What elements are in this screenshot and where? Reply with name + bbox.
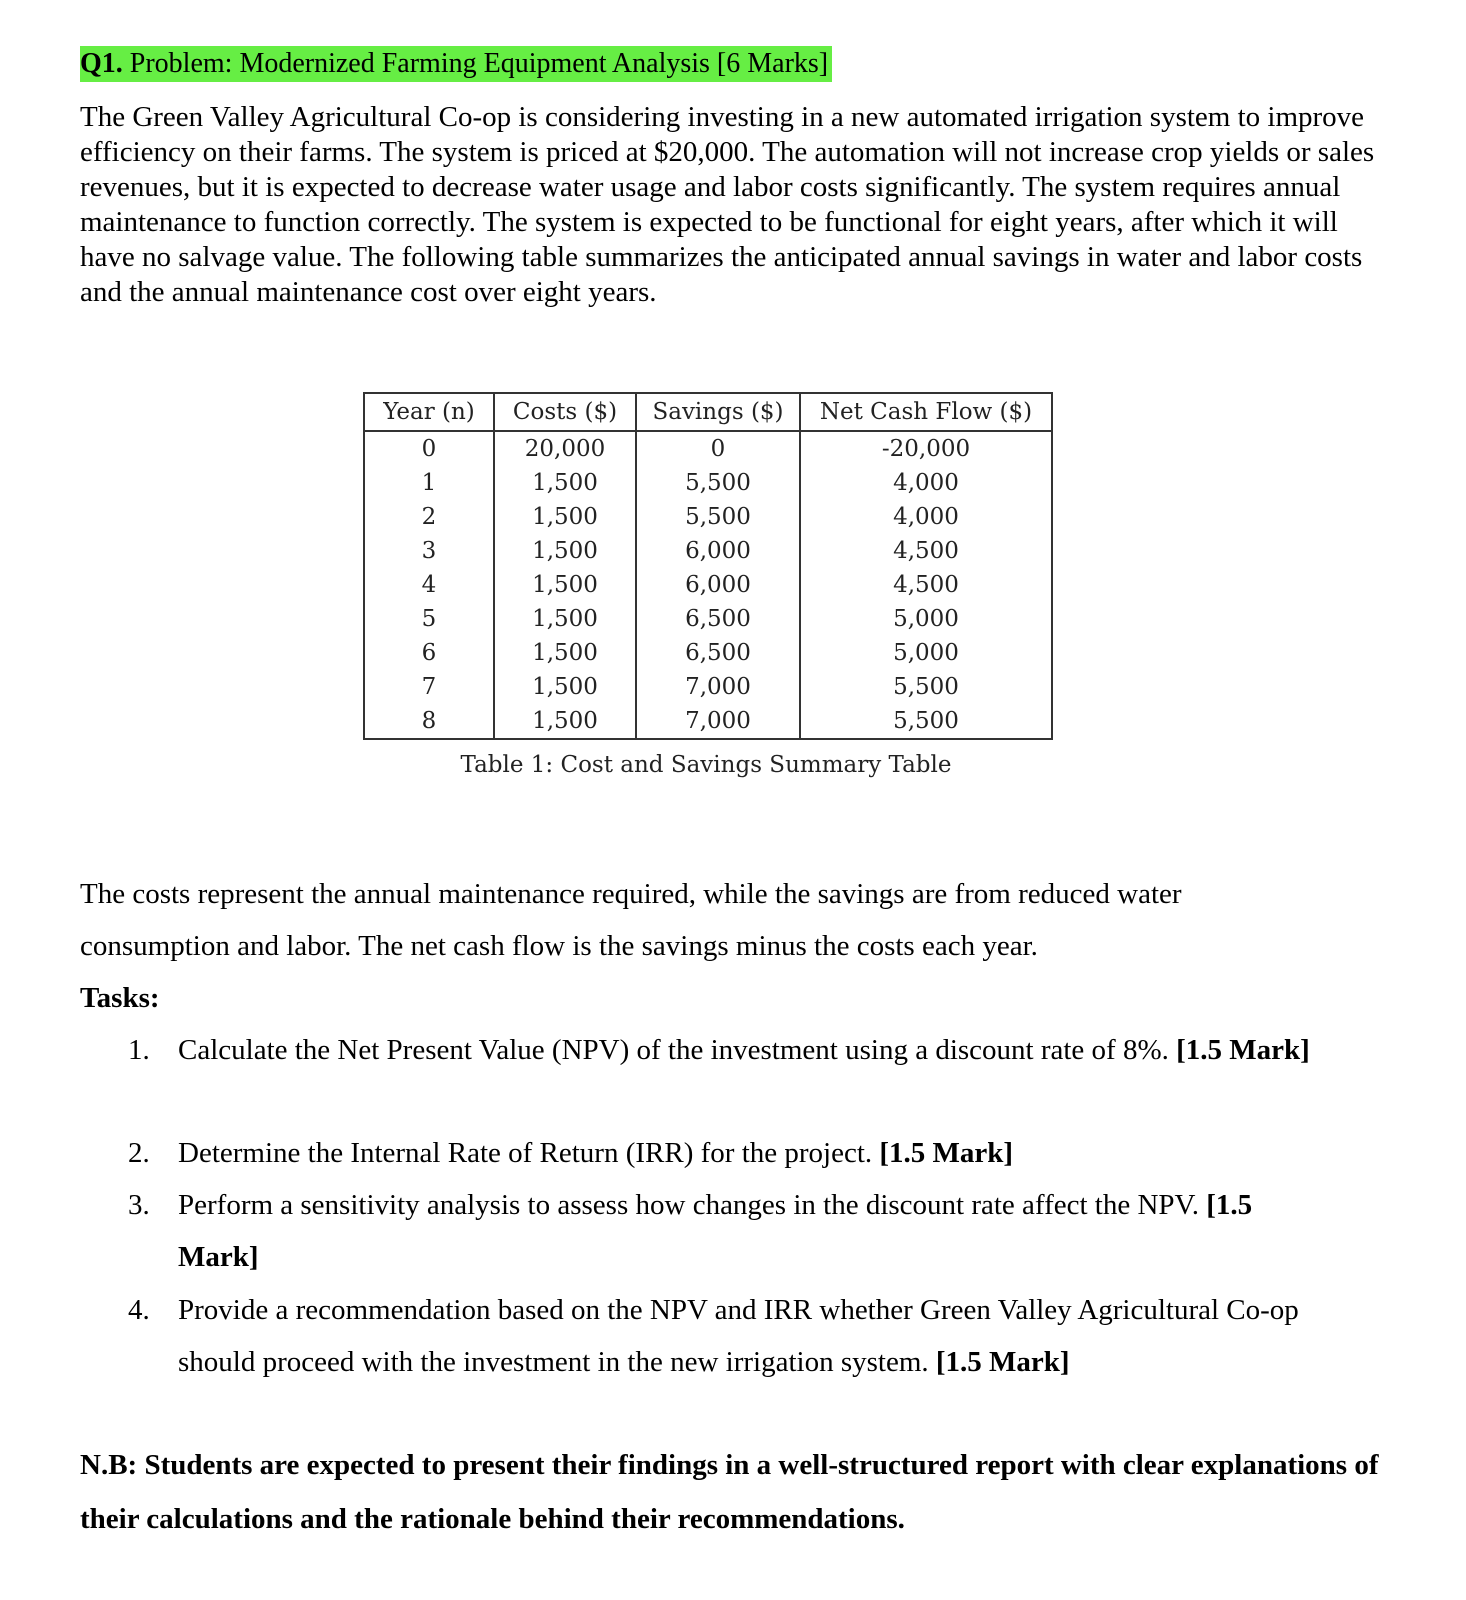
- question-number: Q1.: [80, 48, 123, 79]
- cell-year: 8: [364, 704, 494, 739]
- cell-year: 4: [364, 568, 494, 602]
- header-net-cash-flow: Net Cash Flow ($): [800, 393, 1052, 431]
- task-mark: [1.5 Mark]: [178, 1189, 1253, 1273]
- task-mark: [1.5 Mark]: [1176, 1034, 1310, 1066]
- cell-year: 2: [364, 500, 494, 534]
- task-text: Perform a sensitivity analysis to assess how changes in the discount rate affect the NPV.: [178, 1189, 1199, 1221]
- cell-costs: 1,500: [494, 500, 636, 534]
- cell-savings: 0: [636, 431, 800, 466]
- cell-costs: 1,500: [494, 534, 636, 568]
- cell-net-cash-flow: 4,000: [800, 466, 1052, 500]
- question-heading: [80, 46, 832, 82]
- cell-savings: 5,500: [636, 500, 800, 534]
- explanation-paragraph: The costs represent the annual maintenance required, while the savings are from reduced water consumption and labor. The net cash flow is the savings minus the costs each year.: [80, 878, 1182, 962]
- cell-net-cash-flow: -20,000: [800, 431, 1052, 466]
- cell-savings: 6,000: [636, 534, 800, 568]
- table-row: [364, 636, 1052, 670]
- header-savings: Savings ($): [636, 393, 800, 431]
- cell-costs: 1,500: [494, 568, 636, 602]
- cell-year: 6: [364, 636, 494, 670]
- cell-savings: 7,000: [636, 704, 800, 739]
- task-number: 2.: [128, 1137, 150, 1169]
- cell-savings: 6,500: [636, 602, 800, 636]
- cell-net-cash-flow: 4,000: [800, 500, 1052, 534]
- header-costs: Costs ($): [494, 393, 636, 431]
- cell-costs: 1,500: [494, 704, 636, 739]
- cell-costs: 1,500: [494, 670, 636, 704]
- header-year: Year (n): [364, 393, 494, 431]
- table-row: [364, 704, 1052, 739]
- note-paragraph: N.B: Students are expected to present their findings in a well-structured report with clear explanations of their calculations and the rationale behind their recommendations.: [80, 1449, 1379, 1535]
- task-item: [128, 1024, 1338, 1076]
- cell-year: 1: [364, 466, 494, 500]
- task-item: [128, 1284, 1338, 1388]
- intro-paragraph: The Green Valley Agricultural Co-op is considering investing in a new automated irrigation system to improve efficiency on their farms. The system is priced at $20,000. The automation will not increase crop yields or sales revenues, but it is expected to decrease water usage and labor costs significantly. The system requires annual maintenance to function correctly. The system is expected to be functional for eight years, after which it will have no salvage value. The following table summarizes the anticipated annual savings in water and labor costs and the annual maintenance cost over eight years.: [80, 101, 1375, 308]
- task-mark: [1.5 Mark]: [879, 1137, 1014, 1169]
- cell-savings: 7,000: [636, 670, 800, 704]
- table-row: [364, 431, 1052, 466]
- table-row: [364, 670, 1052, 704]
- cell-savings: 6,000: [636, 568, 800, 602]
- task-number: 3.: [128, 1189, 150, 1221]
- question-title: Problem: Modernized Farming Equipment Analysis [6 Marks]: [129, 48, 829, 79]
- cell-costs: 1,500: [494, 636, 636, 670]
- task-item: [128, 1127, 1338, 1179]
- cell-savings: 6,500: [636, 636, 800, 670]
- tasks-heading: Tasks:: [80, 982, 160, 1014]
- cell-net-cash-flow: 4,500: [800, 568, 1052, 602]
- cell-net-cash-flow: 5,500: [800, 704, 1052, 739]
- task-mark: [1.5 Mark]: [935, 1346, 1070, 1378]
- cell-year: 5: [364, 602, 494, 636]
- cell-net-cash-flow: 5,000: [800, 602, 1052, 636]
- task-number: 1.: [128, 1034, 150, 1066]
- table-row: [364, 534, 1052, 568]
- cell-savings: 5,500: [636, 466, 800, 500]
- table-row: [364, 568, 1052, 602]
- cell-costs: 1,500: [494, 602, 636, 636]
- task-text: Provide a recommendation based on the NPV and IRR whether Green Valley Agricultural Co-op should proceed with the investment in the new irrigation system.: [178, 1294, 1299, 1378]
- table-row: [364, 466, 1052, 500]
- cell-year: 3: [364, 534, 494, 568]
- cell-net-cash-flow: 4,500: [800, 534, 1052, 568]
- task-text: Determine the Internal Rate of Return (IRR) for the project.: [178, 1137, 873, 1169]
- cost-savings-table: [363, 392, 1053, 740]
- cell-costs: 20,000: [494, 431, 636, 466]
- cell-net-cash-flow: 5,000: [800, 636, 1052, 670]
- table-caption: Table 1: Cost and Savings Summary Table: [460, 752, 952, 778]
- table-row: [364, 500, 1052, 534]
- task-number: 4.: [128, 1294, 150, 1326]
- cell-year: 0: [364, 431, 494, 466]
- cell-year: 7: [364, 670, 494, 704]
- task-text: Calculate the Net Present Value (NPV) of the investment using a discount rate of 8%.: [178, 1034, 1169, 1066]
- cell-costs: 1,500: [494, 466, 636, 500]
- table-row: [364, 602, 1052, 636]
- cell-net-cash-flow: 5,500: [800, 670, 1052, 704]
- task-item: [128, 1179, 1338, 1283]
- table-header-row: [364, 393, 1052, 431]
